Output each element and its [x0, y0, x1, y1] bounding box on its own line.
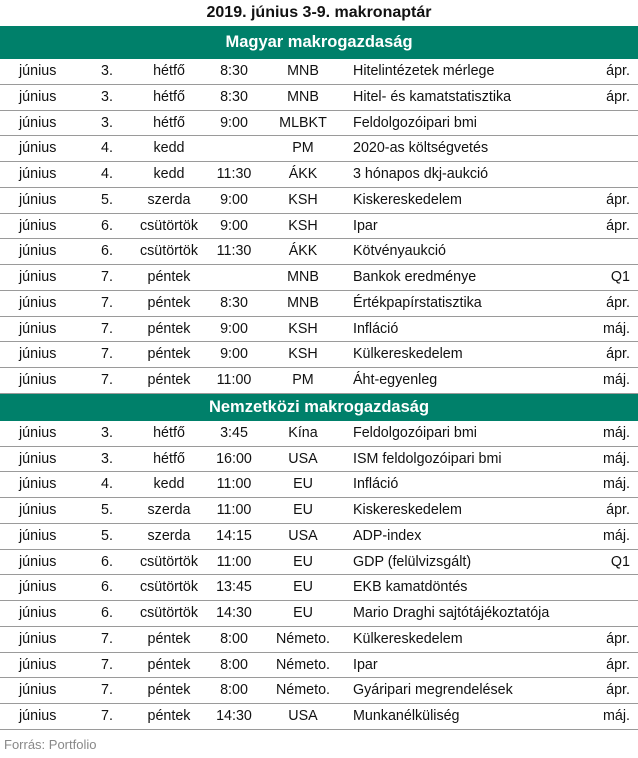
- day-cell: 3.: [101, 114, 113, 131]
- event-cell: Külkereskedelem: [353, 630, 463, 647]
- source-cell: EU: [293, 476, 313, 493]
- weekday-cell: hétfő: [153, 450, 185, 467]
- period-cell: ápr.: [606, 191, 630, 208]
- weekday-cell: péntek: [147, 294, 191, 311]
- period-cell: ápr.: [606, 88, 630, 105]
- time-cell: 11:00: [216, 372, 252, 388]
- event-cell: 3 hónapos dkj-aukció: [353, 166, 489, 182]
- table-row: [0, 678, 638, 704]
- time-cell: 11:00: [216, 476, 252, 493]
- month-cell: június: [19, 63, 57, 79]
- source-cell: EU: [293, 553, 313, 570]
- month-cell: június: [19, 140, 57, 157]
- day-cell: 7.: [101, 656, 113, 673]
- day-cell: 7.: [101, 682, 113, 699]
- event-cell: Hitel- és kamatstatisztika: [353, 88, 512, 105]
- source-cell: EU: [293, 502, 313, 518]
- time-cell: 11:00: [216, 553, 252, 570]
- month-cell: június: [19, 476, 57, 493]
- period-cell: máj.: [602, 450, 630, 467]
- day-cell: 4.: [101, 166, 113, 182]
- event-cell: Mario Draghi sajtótájékoztatója: [353, 605, 550, 621]
- international-table: [0, 421, 638, 730]
- day-cell: 5.: [101, 527, 113, 544]
- time-cell: 11:30: [216, 166, 252, 182]
- period-cell: máj.: [602, 708, 630, 724]
- table-row: [0, 214, 638, 240]
- weekday-cell: szerda: [147, 502, 191, 518]
- month-cell: június: [19, 294, 57, 311]
- source-cell: MNB: [287, 294, 319, 311]
- table-row: [0, 136, 638, 162]
- table-row: [0, 368, 638, 394]
- month-cell: június: [19, 269, 57, 285]
- time-cell: 8:00: [220, 630, 248, 647]
- source-note: Forrás: Portfolio: [4, 737, 97, 752]
- table-row: [0, 575, 638, 601]
- time-cell: 13:45: [216, 579, 252, 596]
- time-cell: 9:00: [220, 346, 248, 363]
- time-cell: 9:00: [220, 217, 248, 234]
- weekday-cell: szerda: [147, 191, 191, 208]
- event-cell: Külkereskedelem: [353, 346, 463, 363]
- day-cell: 3.: [101, 88, 113, 105]
- day-cell: 6.: [101, 579, 113, 596]
- day-cell: 5.: [101, 502, 113, 518]
- month-cell: június: [19, 372, 57, 388]
- event-cell: Feldolgozóipari bmi: [353, 424, 477, 441]
- source-cell: MNB: [287, 269, 319, 285]
- month-cell: június: [19, 166, 57, 182]
- source-cell: MNB: [287, 88, 319, 105]
- time-cell: 9:00: [220, 320, 248, 337]
- event-cell: Feldolgozóipari bmi: [353, 114, 477, 131]
- period-cell: ápr.: [606, 294, 630, 311]
- table-row: [0, 704, 638, 730]
- source-cell: PM: [292, 372, 314, 388]
- event-cell: EKB kamatdöntés: [353, 579, 468, 596]
- source-cell: Németo.: [275, 630, 331, 647]
- weekday-cell: péntek: [147, 346, 191, 363]
- table-row: [0, 239, 638, 265]
- time-cell: 14:30: [216, 605, 252, 621]
- period-cell: ápr.: [606, 346, 630, 363]
- table-row: [0, 550, 638, 576]
- source-cell: MNB: [287, 63, 319, 79]
- section-heading-hungarian: Magyar makrogazdaság: [0, 26, 638, 59]
- time-cell: 9:00: [220, 114, 248, 131]
- table-row: [0, 472, 638, 498]
- day-cell: 6.: [101, 243, 113, 260]
- time-cell: 14:30: [216, 708, 252, 724]
- month-cell: június: [19, 579, 57, 596]
- table-row: [0, 291, 638, 317]
- time-cell: 8:00: [220, 656, 248, 673]
- table-row: [0, 498, 638, 524]
- weekday-cell: csütörtök: [139, 605, 198, 621]
- table-row: [0, 59, 638, 85]
- day-cell: 7.: [101, 269, 113, 285]
- time-cell: 8:00: [220, 682, 248, 699]
- period-cell: ápr.: [606, 217, 630, 234]
- month-cell: június: [19, 527, 57, 544]
- time-cell: 8:30: [220, 88, 248, 105]
- weekday-cell: csütörtök: [139, 243, 198, 260]
- month-cell: június: [19, 708, 57, 724]
- time-cell: 11:30: [216, 243, 252, 260]
- month-cell: június: [19, 346, 57, 363]
- table-row: [0, 188, 638, 214]
- weekday-cell: kedd: [153, 166, 185, 182]
- event-cell: Infláció: [353, 476, 399, 493]
- weekday-cell: kedd: [153, 140, 185, 157]
- event-cell: Bankok eredménye: [353, 269, 477, 285]
- weekday-cell: kedd: [153, 476, 185, 493]
- source-cell: ÁKK: [288, 166, 318, 182]
- source-cell: USA: [288, 527, 318, 544]
- period-cell: ápr.: [606, 502, 630, 518]
- month-cell: június: [19, 605, 57, 621]
- weekday-cell: péntek: [147, 269, 191, 285]
- event-cell: Ipar: [353, 217, 378, 234]
- table-row: [0, 317, 638, 343]
- month-cell: június: [19, 424, 57, 441]
- day-cell: 3.: [101, 450, 113, 467]
- weekday-cell: hétfő: [153, 424, 185, 441]
- day-cell: 5.: [101, 191, 113, 208]
- source-cell: Németo.: [275, 682, 331, 699]
- table-row: [0, 653, 638, 679]
- month-cell: június: [19, 191, 57, 208]
- month-cell: június: [19, 502, 57, 518]
- event-cell: GDP (felülvizsgált): [353, 553, 472, 570]
- month-cell: június: [19, 243, 57, 260]
- period-cell: máj.: [602, 320, 630, 337]
- event-cell: Ipar: [353, 656, 378, 673]
- weekday-cell: péntek: [147, 372, 191, 388]
- day-cell: 7.: [101, 372, 113, 388]
- period-cell: ápr.: [606, 630, 630, 647]
- weekday-cell: szerda: [147, 527, 191, 544]
- event-cell: ADP-index: [353, 527, 422, 544]
- source-cell: ÁKK: [288, 243, 318, 260]
- event-cell: Kötvényaukció: [353, 243, 446, 260]
- event-cell: 2020-as költségvetés: [353, 140, 489, 157]
- period-cell: ápr.: [606, 682, 630, 699]
- page-title: 2019. június 3-9. makronaptár: [206, 4, 432, 21]
- table-row: [0, 111, 638, 137]
- weekday-cell: péntek: [147, 682, 191, 699]
- time-cell: 11:00: [216, 502, 252, 518]
- day-cell: 6.: [101, 553, 113, 570]
- event-cell: Gyáripari megrendelések: [353, 682, 513, 699]
- source-cell: KSH: [288, 217, 318, 234]
- weekday-cell: hétfő: [153, 88, 185, 105]
- period-cell: Q1: [610, 553, 630, 570]
- time-cell: 8:30: [220, 294, 248, 311]
- table-row: [0, 85, 638, 111]
- source-cell: EU: [293, 605, 313, 621]
- source-cell: EU: [293, 579, 313, 596]
- period-cell: máj.: [602, 476, 630, 493]
- weekday-cell: péntek: [147, 708, 191, 724]
- source-cell: Kína: [288, 424, 318, 441]
- source-cell: KSH: [288, 191, 318, 208]
- table-row: [0, 601, 638, 627]
- source-cell: KSH: [288, 320, 318, 337]
- time-cell: 14:15: [216, 527, 252, 544]
- event-cell: Kiskereskedelem: [353, 191, 462, 208]
- event-cell: ISM feldolgozóipari bmi: [353, 450, 502, 467]
- day-cell: 4.: [101, 476, 113, 493]
- time-cell: 8:30: [220, 63, 248, 79]
- period-cell: Q1: [610, 269, 630, 285]
- period-cell: ápr.: [606, 63, 630, 79]
- month-cell: június: [19, 114, 57, 131]
- table-row: [0, 162, 638, 188]
- day-cell: 6.: [101, 605, 113, 621]
- day-cell: 6.: [101, 217, 113, 234]
- table-row: [0, 265, 638, 291]
- source-cell: PM: [292, 140, 314, 157]
- month-cell: június: [19, 553, 57, 570]
- day-cell: 7.: [101, 708, 113, 724]
- time-cell: 3:45: [220, 424, 248, 441]
- time-cell: 9:00: [220, 191, 248, 208]
- month-cell: június: [19, 320, 57, 337]
- section-heading-international: Nemzetközi makrogazdaság: [0, 394, 638, 421]
- event-cell: Áht-egyenleg: [353, 372, 438, 388]
- source-cell: MLBKT: [279, 114, 327, 131]
- month-cell: június: [19, 656, 57, 673]
- weekday-cell: hétfő: [153, 114, 185, 131]
- day-cell: 3.: [101, 63, 113, 79]
- event-cell: Értékpapírstatisztika: [353, 294, 482, 311]
- time-cell: 16:00: [216, 450, 252, 467]
- month-cell: június: [19, 450, 57, 467]
- table-row: [0, 342, 638, 368]
- day-cell: 7.: [101, 346, 113, 363]
- event-cell: Hitelintézetek mérlege: [353, 63, 495, 79]
- weekday-cell: csütörtök: [139, 217, 198, 234]
- table-row: [0, 447, 638, 473]
- period-cell: máj.: [602, 424, 630, 441]
- table-row: [0, 627, 638, 653]
- weekday-cell: csütörtök: [139, 579, 198, 596]
- period-cell: ápr.: [606, 656, 630, 673]
- hungarian-table: [0, 59, 638, 394]
- day-cell: 4.: [101, 140, 113, 157]
- table-row: [0, 421, 638, 447]
- period-cell: máj.: [602, 372, 630, 388]
- weekday-cell: péntek: [147, 656, 191, 673]
- weekday-cell: péntek: [147, 320, 191, 337]
- day-cell: 7.: [101, 320, 113, 337]
- month-cell: június: [19, 682, 57, 699]
- day-cell: 3.: [101, 424, 113, 441]
- source-cell: Németo.: [275, 656, 331, 673]
- period-cell: máj.: [602, 527, 630, 544]
- source-cell: USA: [288, 708, 318, 724]
- event-cell: Munkanélküliség: [353, 708, 460, 724]
- table-row: [0, 524, 638, 550]
- weekday-cell: csütörtök: [139, 553, 198, 570]
- source-cell: USA: [288, 450, 318, 467]
- day-cell: 7.: [101, 630, 113, 647]
- day-cell: 7.: [101, 294, 113, 311]
- month-cell: június: [19, 88, 57, 105]
- event-cell: Infláció: [353, 320, 399, 337]
- source-cell: KSH: [288, 346, 318, 363]
- weekday-cell: hétfő: [153, 63, 185, 79]
- weekday-cell: péntek: [147, 630, 191, 647]
- month-cell: június: [19, 217, 57, 234]
- month-cell: június: [19, 630, 57, 647]
- event-cell: Kiskereskedelem: [353, 502, 462, 518]
